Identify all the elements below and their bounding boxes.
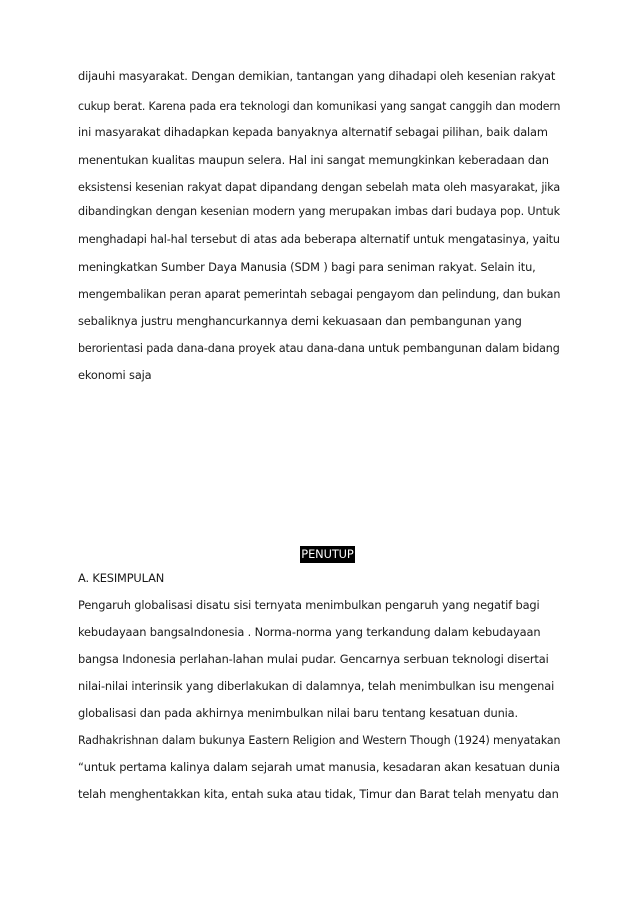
paragraph-1-line-4: menentukan kualitas maupun selera. Hal ini sangat memungkinkan keberadaan dan — [78, 153, 549, 167]
paragraph-1-line-1: dijauhi masyarakat. Dengan demikian, tantangan yang dihadapi oleh kesenian rakyat — [78, 69, 556, 83]
paragraph-1-line-3: ini masyarakat dihadapkan kepada banyaknya alternatif sebagai pilihan, baik dalam — [78, 125, 548, 139]
paragraph-1-line-6: dibandingkan dengan kesenian modern yang merupakan imbas dari budaya pop. Untuk — [78, 204, 560, 218]
paragraph-2-line-4: nilai-nilai interinsik yang diberlakukan di dalamnya, telah menimbulkan isu mengenai — [78, 679, 555, 693]
paragraph-2-line-7: “untuk pertama kalinya dalam sejarah umat manusia, kesadaran akan kesatuan dunia — [78, 760, 560, 774]
paragraph-1-line-5: eksistensi kesenian rakyat dapat dipandang dengan sebelah mata oleh masyarakat, jika — [78, 180, 561, 194]
paragraph-1-line-8: meningkatkan Sumber Daya Manusia (SDM ) bagi para seniman rakyat. Selain itu, — [78, 260, 536, 274]
paragraph-2-line-2: kebudayaan bangsaIndonesia . Norma-norma yang terkandung dalam kebudayaan — [78, 625, 541, 639]
paragraph-2-line-3: bangsa Indonesia perlahan-lahan mulai pudar. Gencarnya serbuan teknologi disertai — [78, 652, 549, 666]
paragraph-1-line-11: berorientasi pada dana-dana proyek atau dana-dana untuk pembangunan dalam bidang — [78, 341, 560, 355]
paragraph-2-line-8: telah menghentakkan kita, entah suka atau tidak, Timur dan Barat telah menyatu dan — [78, 787, 559, 801]
paragraph-2-line-6: Radhakrishnan dalam bukunya Eastern Religion and Western Though (1924) menyatakan — [78, 733, 561, 747]
section-title-row — [0, 543, 638, 563]
paragraph-1-line-9: mengembalikan peran aparat pemerintah sebagai pengayom dan pelindung, dan bukan — [78, 287, 561, 301]
paragraph-1-line-2: cukup berat. Karena pada era teknologi dan komunikasi yang sangat canggih dan modern — [78, 99, 561, 113]
paragraph-1-line-10: sebaliknya justru menghancurkannya demi kekuasaan dan pembangunan yang — [78, 314, 522, 328]
section-title: PENUTUP — [301, 547, 354, 561]
subheading: A. KESIMPULAN — [78, 571, 165, 585]
paragraph-2-line-5: globalisasi dan pada akhirnya menimbulkan nilai baru tentang kesatuan dunia. — [78, 706, 518, 720]
paragraph-1-line-12: ekonomi saja — [78, 368, 152, 382]
paragraph-2-line-1: Pengaruh globalisasi disatu sisi ternyata menimbulkan pengaruh yang negatif bagi — [78, 598, 540, 612]
paragraph-1-line-7: menghadapi hal-hal tersebut di atas ada beberapa alternatif untuk mengatasinya, yaitu — [78, 232, 560, 246]
